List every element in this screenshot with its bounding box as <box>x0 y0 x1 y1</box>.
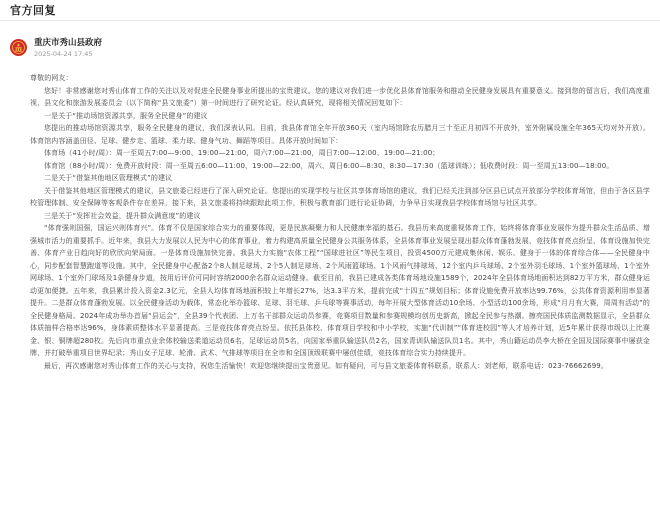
reply-date: 2025-04-24 17:45 <box>34 50 93 58</box>
closing-paragraph: 最后，再次感谢您对秀山体育工作的关心与支持，祝您生活愉快！欢迎您继续提出宝贵意见。如有疑问，可与县文旅委体育科联系，联系人：刘老师，联系电话：023-76662699。 <box>44 361 608 370</box>
section-header <box>0 0 660 21</box>
stadium-hours: 体育场（41小时/周）：周一至周五7:00—9:00、19:00—21:00，周六7:00—21:00，周日7:00—12:00、19:00—21:00； <box>44 149 440 157</box>
gym-hours: 体育馆（88小时/周）：免费开放时段：周一至周五6:00—11:00、19:00—22:00，周六、周日6:00—8:30、8:30—17:30（篮球训练）；低收费时段：周一至周五13:00—18:00。 <box>44 161 614 170</box>
reply-meta <box>10 38 102 59</box>
author-name: 重庆市秀山县政府 <box>34 38 103 48</box>
reply-paragraph: “体育强则国强，国运兴则体育兴”。体育不仅是国家综合实力的重要体现，更是民族凝聚力和人民健康幸福的基石。我县历来高度重视体育工作，始终将体育事业发展作为提升群众生活品质、增强城市活力的重要抓手。近年来，我县大力发展以人民为中心的体育事业，着力构建高质量全民健身公共服务体系，全县体育事业发展呈现出群众体育蓬勃发展、竞技体育亮点纷呈、体育设施加快完善、体育产业日趋向好的欣欣向荣局面。一是体育设施加快完善。我县大力实施“农体工程”“国球进社区”等民生项目，投资4500万元建成集休闲、娱乐、健身于一体的体育综合体——全民健身中心，同步配套智慧跑道等设施。其中，全民健身中心配备2个8人制足球场、2个5人制足球场、2个风雨篮球场、1个风雨气排球场、12个室内乒乓球场、2个室外羽毛球场、1个室外篮球场、1个室外网球场、1个室外门球场及1条健身步道，按用后评价可同时容纳2000余名群众运动健身。截至目前，我县已建成各类体育场地设施1589个，2024年全县体育场地面积达到82万平方米，群众健身运动更加便捷。五年来，我县累计投入资金2.3亿元，全县人均体育场地面积较上年增长27%，达3.3平方米，提前完成“十四五”规划目标；体育设施免费开放率达99.76%，公共体育资源利用率显著提升。二是群众体育蓬勃发展。以全民健身活动为载体，常态化举办篮球、足球、羽毛球、乒乓球等赛事活动，每年开展大型体育活动10余场、小型活动100余场，形成“月月有大赛，周周有活动”的全民健身格局。2024年成功举办首届“县运会”，全县39个代表团、上万名干部群众运动员参赛，竞赛项目数量和参赛规模均创历史新高，掀起全民参与热潮。擦亮国民体质监测数据显示，全县群众体质抽样合格率达96%，身体素质整体水平显著提高。三是竞技体育亮点纷呈。依托县体校、体育项目学校和中小学校，实施“代训制”“体育进校园”等人才培养计划，近5年累计获得市级以上比赛金、银、铜牌超280枚。先后向市重点业余体校输送柔道运动员6名，足球运动员5名，向国家举重队输送队员2名，国家青训队输送队员1名。其中，秀山籍运动员李大桥在全国及国际赛事中屡获金牌，并打破举重项目世界纪录；秀山女子足球、轮滑、武术、气排球等项目在全市和全国顶级联赛中屡创佳绩，竞技体育综合实力持续提升。 <box>30 224 650 357</box>
reply-paragraph: 您好！非常感谢您对秀山体育工作的关注以及对促进全民健身事业所提出的宝贵建议。您的建议对我们进一步优化县体育馆服务和推动全民健身发展具有重要意义。接到您的留言后，我们高度重视，县文化和旅游发展委员会（以下简称“县文旅委”）第一时间进行了研究论证。经认真研究，现将相关情况回复如下： <box>30 86 650 107</box>
section-heading: 三是关于“发挥社会效益，提升群众满意度”的建议 <box>44 211 201 220</box>
government-emblem-icon <box>10 39 27 56</box>
section-heading: 一是关于“推动场馆资源共享，服务全民健身”的建议 <box>44 111 208 120</box>
greeting: 尊敬的网友： <box>30 74 73 82</box>
section-heading: 二是关于“借鉴其他地区管理模式”的建议 <box>44 174 173 182</box>
reply-paragraph: 您提出的推动场馆资源共享，服务全民健身的建议，我们深表认同。目前，我县体育馆全年开放360天（室内场馆除农历腊月三十至正月初四不开放外，室外附属设施全年365天均对外开放）。体育馆内容涵盖田径、足球、健步走、篮球、柔力球、健身气功、舞蹈等项目。具体开放时间如下： <box>30 124 650 145</box>
reply-paragraph: 关于借鉴其他地区管理模式的建议，县文旅委已经进行了深入研究论证。您提出的实现学校与社区共享体育场馆的建议，我们已经关注到部分区县已试点开放部分学校体育场馆，但由于各区县学校管理体制、安全保障等客观条件存在差异，接下来，县文旅委将持续跟踪此项工作，积极与教育部门进行论证协调，力争早日实现我县学校体育场馆与社区共享。 <box>30 186 650 207</box>
section-title: 官方回复 <box>10 4 56 17</box>
reply-body <box>30 72 650 372</box>
